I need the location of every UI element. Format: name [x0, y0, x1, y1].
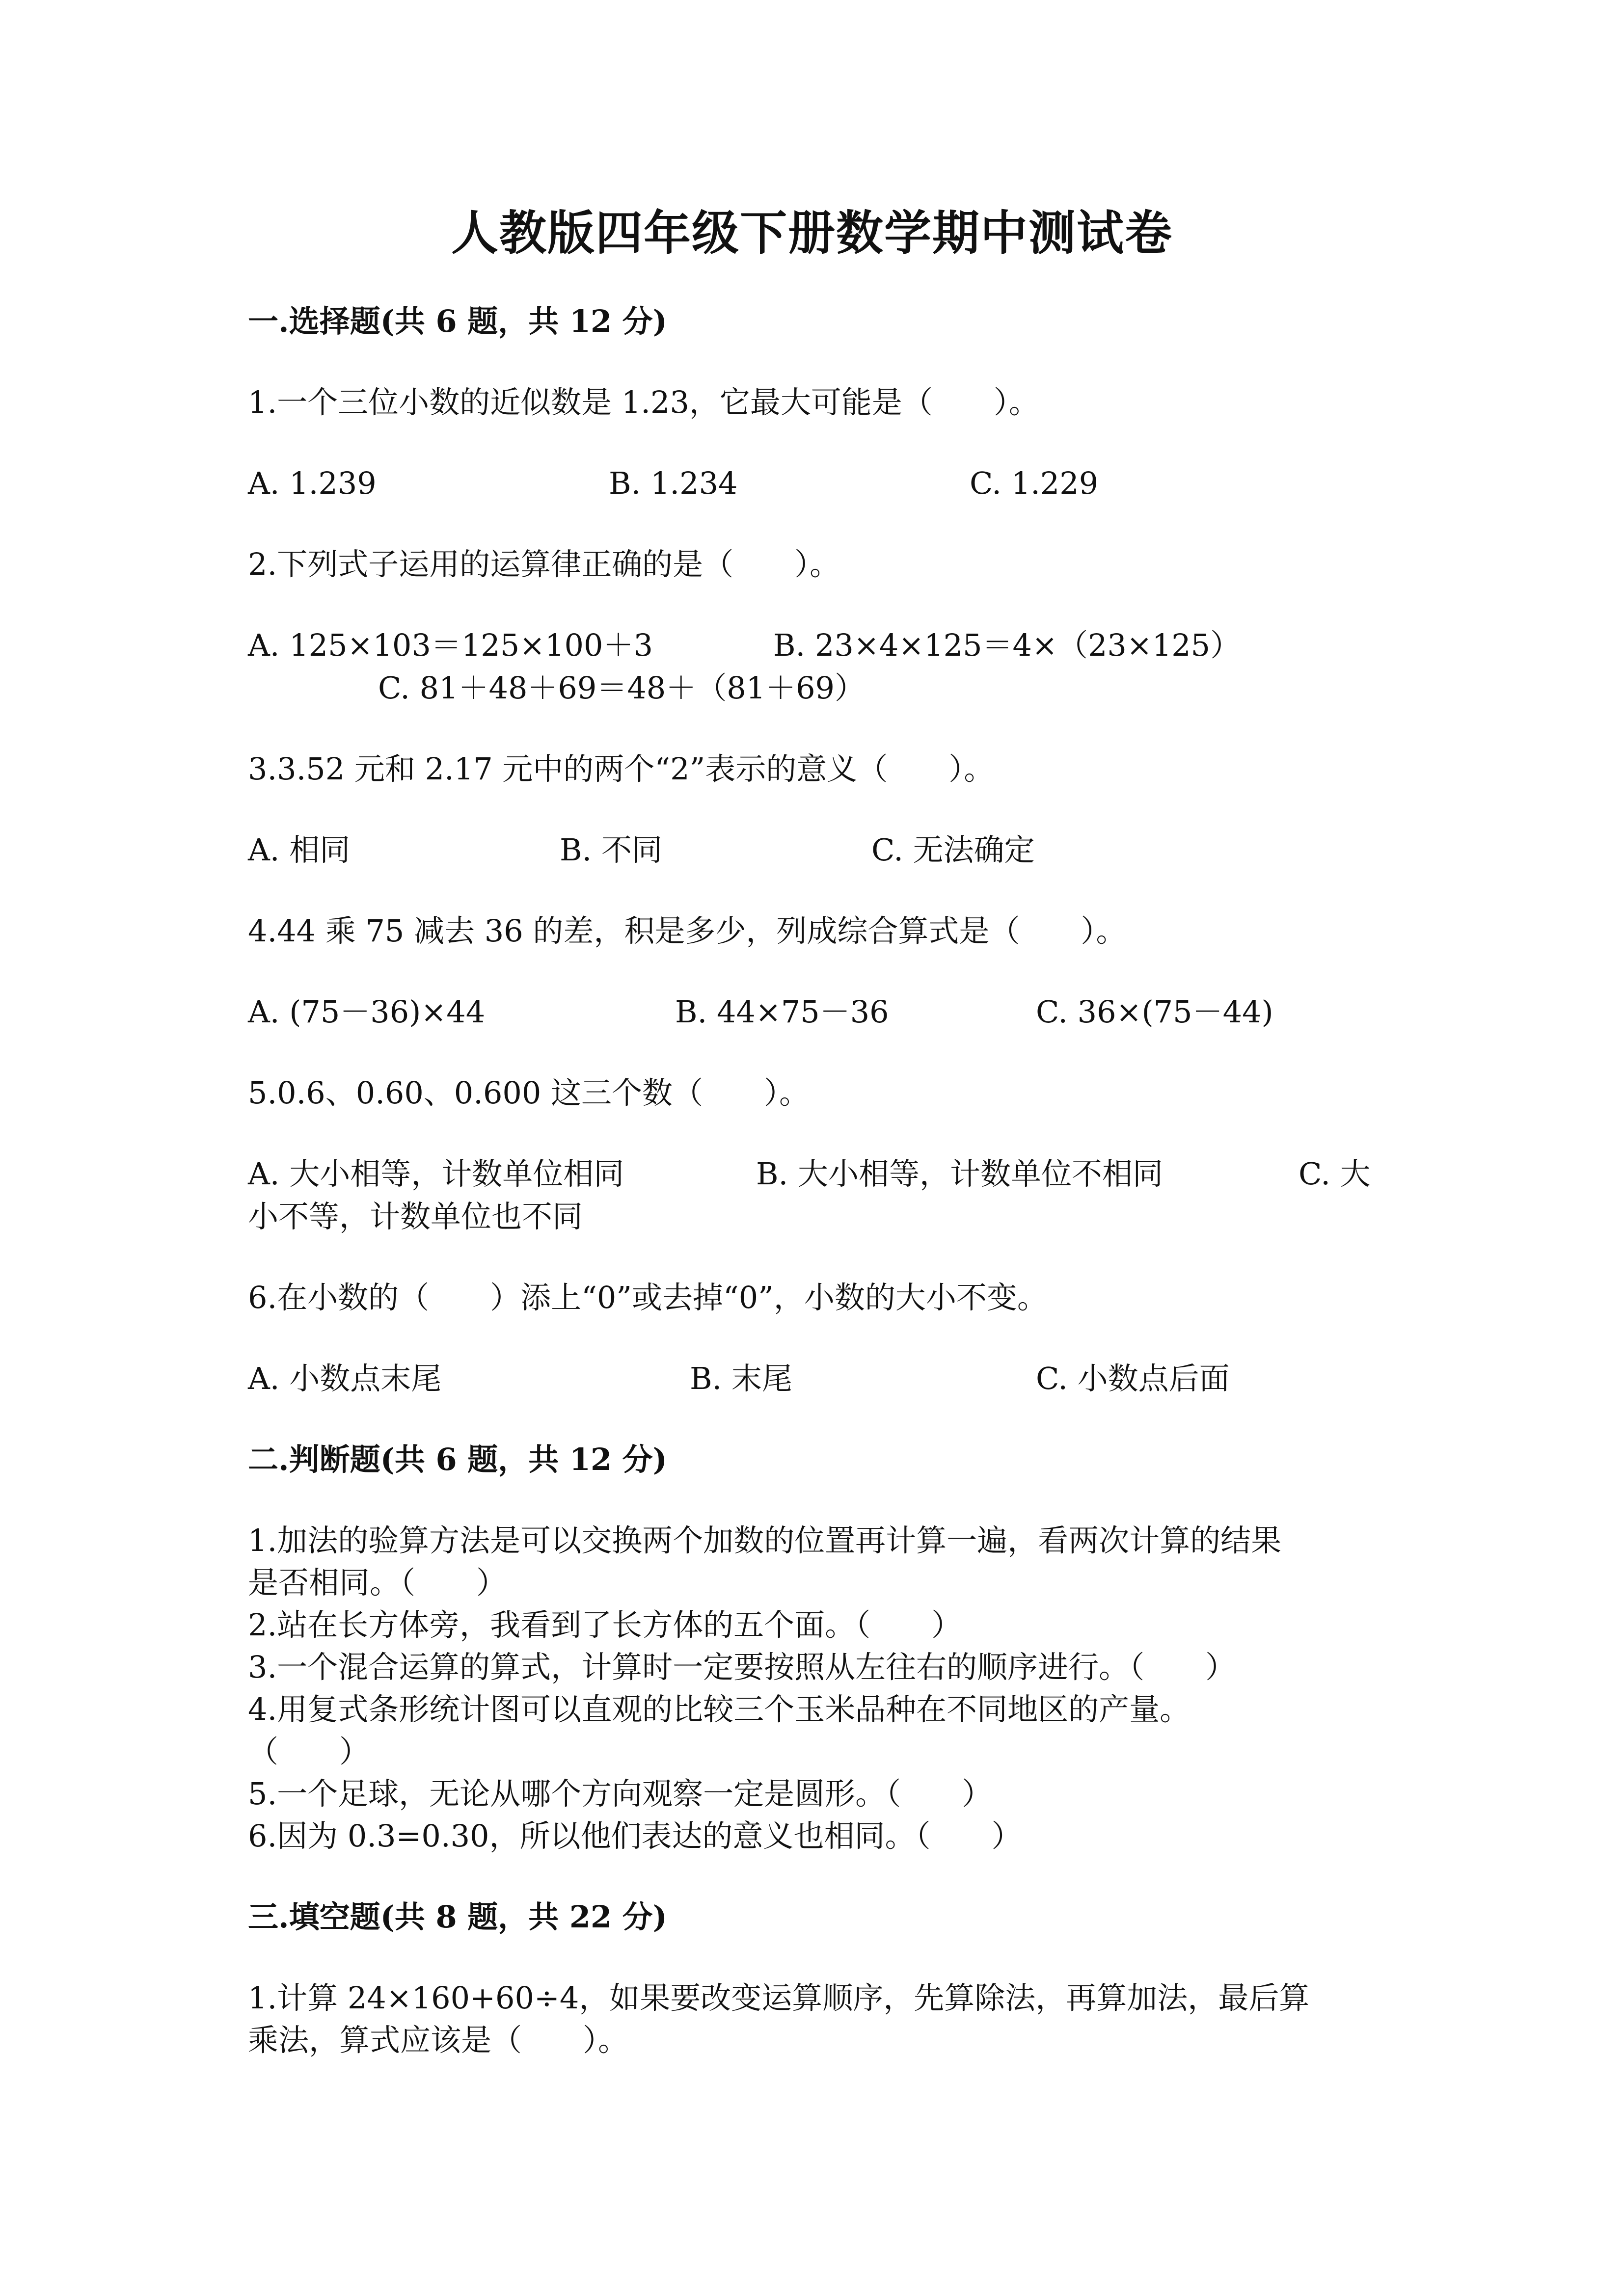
question-stem: 4.44 乘 75 减去 36 的差，积是多少，列成综合算式是（ ）。: [248, 913, 1127, 949]
question-stem: 3.3.52 元和 2.17 元中的两个“2”表示的意义（ ）。: [248, 751, 995, 787]
option-c: C. 36×(75－44): [1036, 994, 1273, 1030]
judgement-item: 4.用复式条形统计图可以直观的比较三个玉米品种在不同地区的产量。: [248, 1691, 1191, 1727]
question-stem: 5.0.6、0.60、0.600 这三个数（ ）。: [248, 1075, 810, 1111]
option-c: C. 小数点后面: [1036, 1361, 1230, 1396]
option-c: C. 无法确定: [871, 832, 1035, 868]
option-b: B. 大小相等，计数单位不相同: [756, 1156, 1163, 1192]
option-a: A. 相同: [248, 832, 351, 868]
judgement-item-continued: （ ）: [248, 1734, 370, 1769]
option-b: B. 23×4×125＝4×（23×125）: [773, 627, 1241, 663]
option-c: C. 1.229: [970, 465, 1099, 501]
option-b: B. 1.234: [609, 465, 738, 501]
fill-blank-item-continued: 乘法，算式应该是（ ）。: [248, 2022, 629, 2058]
judgement-item: 2.站在长方体旁，我看到了长方体的五个面。（ ）: [248, 1607, 962, 1643]
option-b: B. 44×75－36: [675, 994, 889, 1030]
option-a: A. 大小相等，计数单位相同: [248, 1156, 624, 1192]
question-stem: 1.一个三位小数的近似数是 1.23，它最大可能是（ ）。: [248, 384, 1039, 420]
option-b: B. 末尾: [690, 1361, 792, 1396]
option-c: C. 81＋48＋69＝48＋（81＋69）: [378, 670, 866, 706]
option-c: C. 大: [1299, 1156, 1371, 1192]
section-heading-fill-blank: 三.填空题(共 8 题，共 22 分): [248, 1899, 668, 1935]
question-stem: 2.下列式子运用的运算律正确的是（ ）。: [248, 546, 840, 582]
judgement-item: 3.一个混合运算的算式，计算时一定要按照从左往右的顺序进行。（ ）: [248, 1649, 1236, 1685]
judgement-item-continued: 是否相同。（ ）: [248, 1565, 507, 1601]
option-b: B. 不同: [560, 832, 662, 868]
page-title: 人教版四年级下册数学期中测试卷: [451, 205, 1173, 261]
fill-blank-item: 1.计算 24×160+60÷4，如果要改变运算顺序，先算除法，再算加法，最后算: [248, 1980, 1310, 2016]
judgement-item: 5.一个足球，无论从哪个方向观察一定是圆形。（ ）: [248, 1776, 993, 1812]
question-stem: 6.在小数的（ ）添上“0”或去掉“0”，小数的大小不变。: [248, 1280, 1048, 1315]
section-heading-choice: 一.选择题(共 6 题，共 12 分): [248, 303, 668, 339]
option-a: A. 小数点末尾: [248, 1361, 442, 1396]
judgement-item: 6.因为 0.3=0.30，所以他们表达的意义也相同。（ ）: [248, 1818, 1022, 1854]
option-a: A. 125×103＝125×100＋3: [248, 627, 653, 663]
option-a: A. (75－36)×44: [248, 994, 486, 1030]
judgement-item: 1.加法的验算方法是可以交换两个加数的位置再计算一遍，看两次计算的结果: [248, 1522, 1282, 1558]
section-heading-judgement: 二.判断题(共 6 题，共 12 分): [248, 1442, 668, 1477]
option-a: A. 1.239: [248, 465, 377, 501]
option-c-continued: 小不等，计数单位也不同: [248, 1199, 583, 1234]
